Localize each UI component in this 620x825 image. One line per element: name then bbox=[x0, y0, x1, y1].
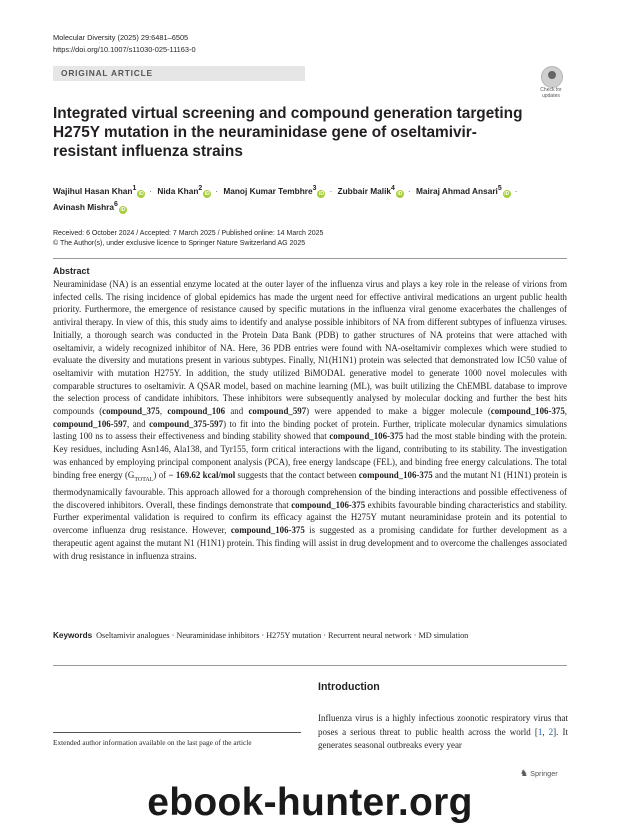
footnote: Extended author information available on the last page of the article bbox=[53, 738, 252, 747]
keywords-text: Oseltamivir analogues · Neuraminidase inhibitors · H275Y mutation · Recurrent neural network · MD simulation bbox=[96, 631, 469, 640]
divider bbox=[53, 665, 567, 666]
citation-link[interactable]: 1 bbox=[537, 726, 543, 737]
article-type-label: ORIGINAL ARTICLE bbox=[61, 68, 153, 78]
history-dates: Received: 6 October 2024 / Accepted: 7 March 2025 / Published online: 14 March 2025 bbox=[53, 230, 324, 237]
author-name[interactable]: Nida Khan bbox=[157, 185, 199, 196]
keywords-label: Keywords bbox=[53, 631, 93, 640]
orcid-icon[interactable]: iD bbox=[318, 190, 324, 197]
springer-horse-icon: ♞ bbox=[520, 768, 529, 778]
check-updates-label: Check for updates bbox=[540, 87, 562, 99]
publication-dates bbox=[53, 229, 323, 249]
orcid-icon[interactable]: iD bbox=[204, 190, 210, 197]
abstract-heading: Abstract bbox=[53, 266, 90, 276]
author-name[interactable]: Zubbair Malik bbox=[337, 185, 392, 196]
article-type-badge bbox=[53, 66, 305, 81]
abstract-body: Neuraminidase (NA) is an essential enzyme located at the outer layer of the influenza virus and plays a key role in the release of virions from infected cells. The rising incidence of global epidemics has made the urgent need for effective antiviral medications an urgent public health priority. Furthermore, the emergence of resistance caused by specific mutations in the influenza viral genome exacerbates the challenges of antiviral therapy. In view of this, this study aims to identify and analyse possible inhibitors of NA from different subtypes of influenza viruses. Initially, a thorough search was conducted in the Protein Data Bank (PDB) to gather structures of NA proteins that were attached with oseltamivir, a widely recognized inhibitor of NA. Here, 36 PDB entries were found with NA-oseltamivir complexes which were studied to evaluate the diversity and mutations present in various subtypes. Finally, N1(H1N1) protein was selected that demonstrated low IC50 value of oseltamivir with mutation H275Y. In addition, the study utilized BiMODAL generative model to generate 1000 novel molecules with comparable structures to oseltamivir. A QSAR model, based on machine learning (ML), was built utilizing the ChEMBL database to improve the selection process of candidate inhibitors. These inhibitors were subsequently analysed by molecular docking and further the best hits compounds (compound_375, compound_106 and compound_597) were appended to make a bigger molecule (compound_106-375, compound_106-597, and compound_375-597) to fit into the binding pocket of protein. Further, triplicate molecular dynamics simulations lasting 100 ns to assess their effectiveness and binding stability showed that compound_106-375 had the most stable binding with the protein. Key residues, including Asn146, Ala138, and Tyr155, form critical interactions with the ligand, contributing to its stability. The investigation was enhanced by employing principal component analysis (PCA), free energy landscape (FEL), and binding free energy calculations. The total binding free energy $(G_{TOTAL})$ of − 169.62 kcal/mol suggests that the contact between compound_106-375 and the mutant N1 (H1N1) protein is thermodynamically favourable. This approach allowed for a thorough comprehension of the binding interactions and possible effectiveness of the discovered inhibitors. Overall, these findings demonstrate that compound_106-375 exhibits favourable binding characteristics and stability. Further experimental validation is required to confirm its efficacy against the H275Y mutant neuraminidase protein and its potential to overcome influenza drug resistance. However, compound_106-375 is suggested as a promising candidate for further development as a therapeutic agent against the mutant N1 (H1N1) protein. This finding will assist in drug development and to overcome the challenges associated with drug resistance in influenza strains. bbox=[53, 279, 567, 561]
author-name[interactable]: Avinash Mishra bbox=[53, 202, 115, 213]
orcid-icon[interactable]: iD bbox=[397, 190, 403, 197]
author-list: Wajihul Hasan Khan$^1$iD · Nida Khan$^2$iD · Manoj Kumar Tembhre$^3$iD · Zubbair Malik$^4$iD · Mairaj Ahmad Ansari$^5$iD · Avinash Mishra$^6$iD bbox=[53, 185, 518, 214]
divider bbox=[53, 258, 567, 259]
publisher-logo: ♞ Springer bbox=[520, 768, 558, 778]
orcid-icon[interactable]: iD bbox=[504, 190, 510, 197]
check-for-updates-button[interactable] bbox=[535, 66, 567, 100]
keywords bbox=[53, 630, 567, 643]
footnote-rule bbox=[53, 732, 301, 733]
copyright-line: © The Author(s), under exclusive licence to Springer Nature Switzerland AG 2025 bbox=[53, 240, 306, 247]
introduction-heading: Introduction bbox=[318, 681, 380, 693]
author-name[interactable]: Manoj Kumar Tembhre bbox=[223, 185, 313, 196]
author-name[interactable]: Mairaj Ahmad Ansari bbox=[415, 185, 498, 196]
introduction-body: Influenza virus is a highly infectious zoonotic respiratory virus that poses a serious threat to public health across the world [1, 2]. It generates seasonal outbreaks every year bbox=[318, 713, 569, 750]
citation-link[interactable]: 2 bbox=[548, 726, 554, 737]
orcid-icon[interactable]: iD bbox=[138, 190, 144, 197]
author-name[interactable]: Wajihul Hasan Khan bbox=[53, 185, 133, 196]
orcid-icon[interactable]: iD bbox=[120, 207, 126, 214]
watermark: ebook-hunter.org bbox=[147, 781, 473, 824]
journal-citation bbox=[53, 32, 196, 55]
check-updates-icon bbox=[541, 66, 563, 88]
article-title: Integrated virtual screening and compound generation targeting H275Y mutation in the neuraminidase gene of oseltamivir-resistant influenza strains bbox=[53, 105, 523, 160]
doi-link[interactable]: https://doi.org/10.1007/s11030-025-11163-0 bbox=[53, 44, 196, 54]
journal-line: Molecular Diversity (2025) 29:6481–6505 bbox=[53, 33, 189, 42]
